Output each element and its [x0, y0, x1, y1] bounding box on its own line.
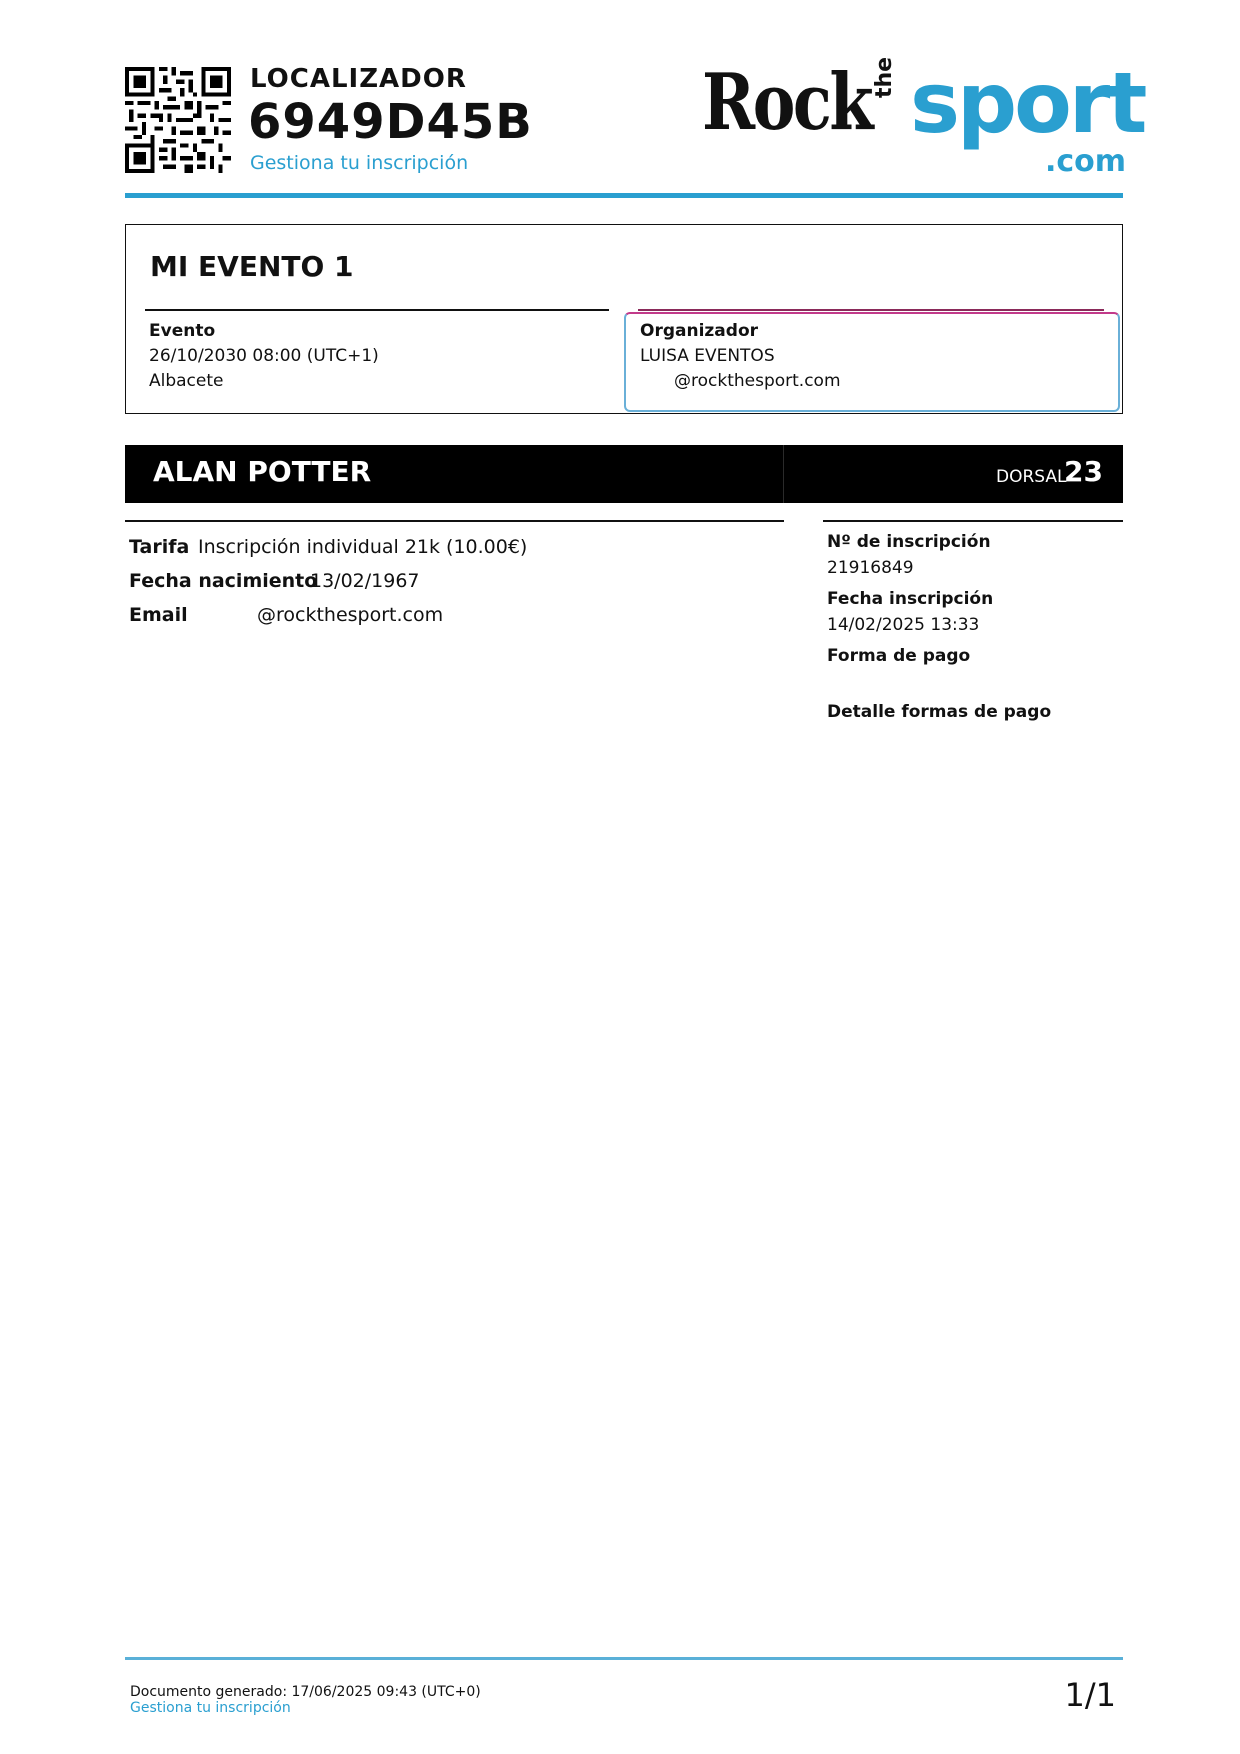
birthdate-value: 13/02/1967 [310, 570, 420, 592]
birthdate-label: Fecha nacimiento [129, 570, 318, 592]
payment-details-label: Detalle formas de pago [827, 702, 1052, 722]
event-divider-right [638, 309, 1104, 311]
registration-number-value: 21916849 [827, 558, 914, 578]
page-number: 1/1 [1064, 1676, 1116, 1714]
event-city: Albacete [149, 371, 224, 391]
registration-date-value: 14/02/2025 13:33 [827, 615, 980, 635]
tarifa-value: Inscripción individual 21k (10.00€) [198, 536, 528, 558]
payment-method-label: Forma de pago [827, 646, 971, 666]
details-divider-right [823, 520, 1123, 522]
participant-bar-divider [783, 445, 784, 503]
localizador-label: LOCALIZADOR [250, 64, 467, 94]
email-label: Email [129, 604, 188, 626]
logo-the-text: the [872, 56, 897, 98]
details-divider-left [125, 520, 784, 522]
rockthesport-logo [702, 54, 1145, 180]
participant-name: ALAN POTTER [153, 455, 372, 488]
organizer-label: Organizador [640, 321, 759, 341]
organizer-email: @rockthesport.com [674, 371, 841, 391]
event-date: 26/10/2030 08:00 (UTC+1) [149, 346, 379, 366]
localizador-code: 6949D45B [248, 94, 533, 150]
footer-manage-link[interactable]: Gestiona tu inscripción [130, 1700, 291, 1716]
manage-registration-link[interactable]: Gestiona tu inscripción [250, 152, 469, 174]
header-divider [125, 193, 1123, 198]
email-value: @rockthesport.com [257, 604, 444, 626]
registration-date-label: Fecha inscripción [827, 589, 994, 609]
registration-number-label: Nº de inscripción [827, 532, 991, 552]
logo-rock-text: Rock [702, 57, 872, 148]
tarifa-label: Tarifa [129, 536, 190, 558]
dorsal-number: 23 [1064, 455, 1103, 488]
logo-com-text: .com [1044, 144, 1126, 179]
organizer-name: LUISA EVENTOS [640, 346, 775, 366]
event-divider-left [145, 309, 609, 311]
event-title: MI EVENTO 1 [150, 250, 354, 283]
footer-divider [125, 1657, 1123, 1660]
logo-sport-text: sport [910, 54, 1145, 152]
generated-timestamp: Documento generado: 17/06/2025 09:43 (UTC+0) [130, 1684, 481, 1700]
qr-code [125, 67, 231, 173]
dorsal-label: DORSAL [996, 467, 1067, 487]
event-label: Evento [149, 321, 216, 341]
